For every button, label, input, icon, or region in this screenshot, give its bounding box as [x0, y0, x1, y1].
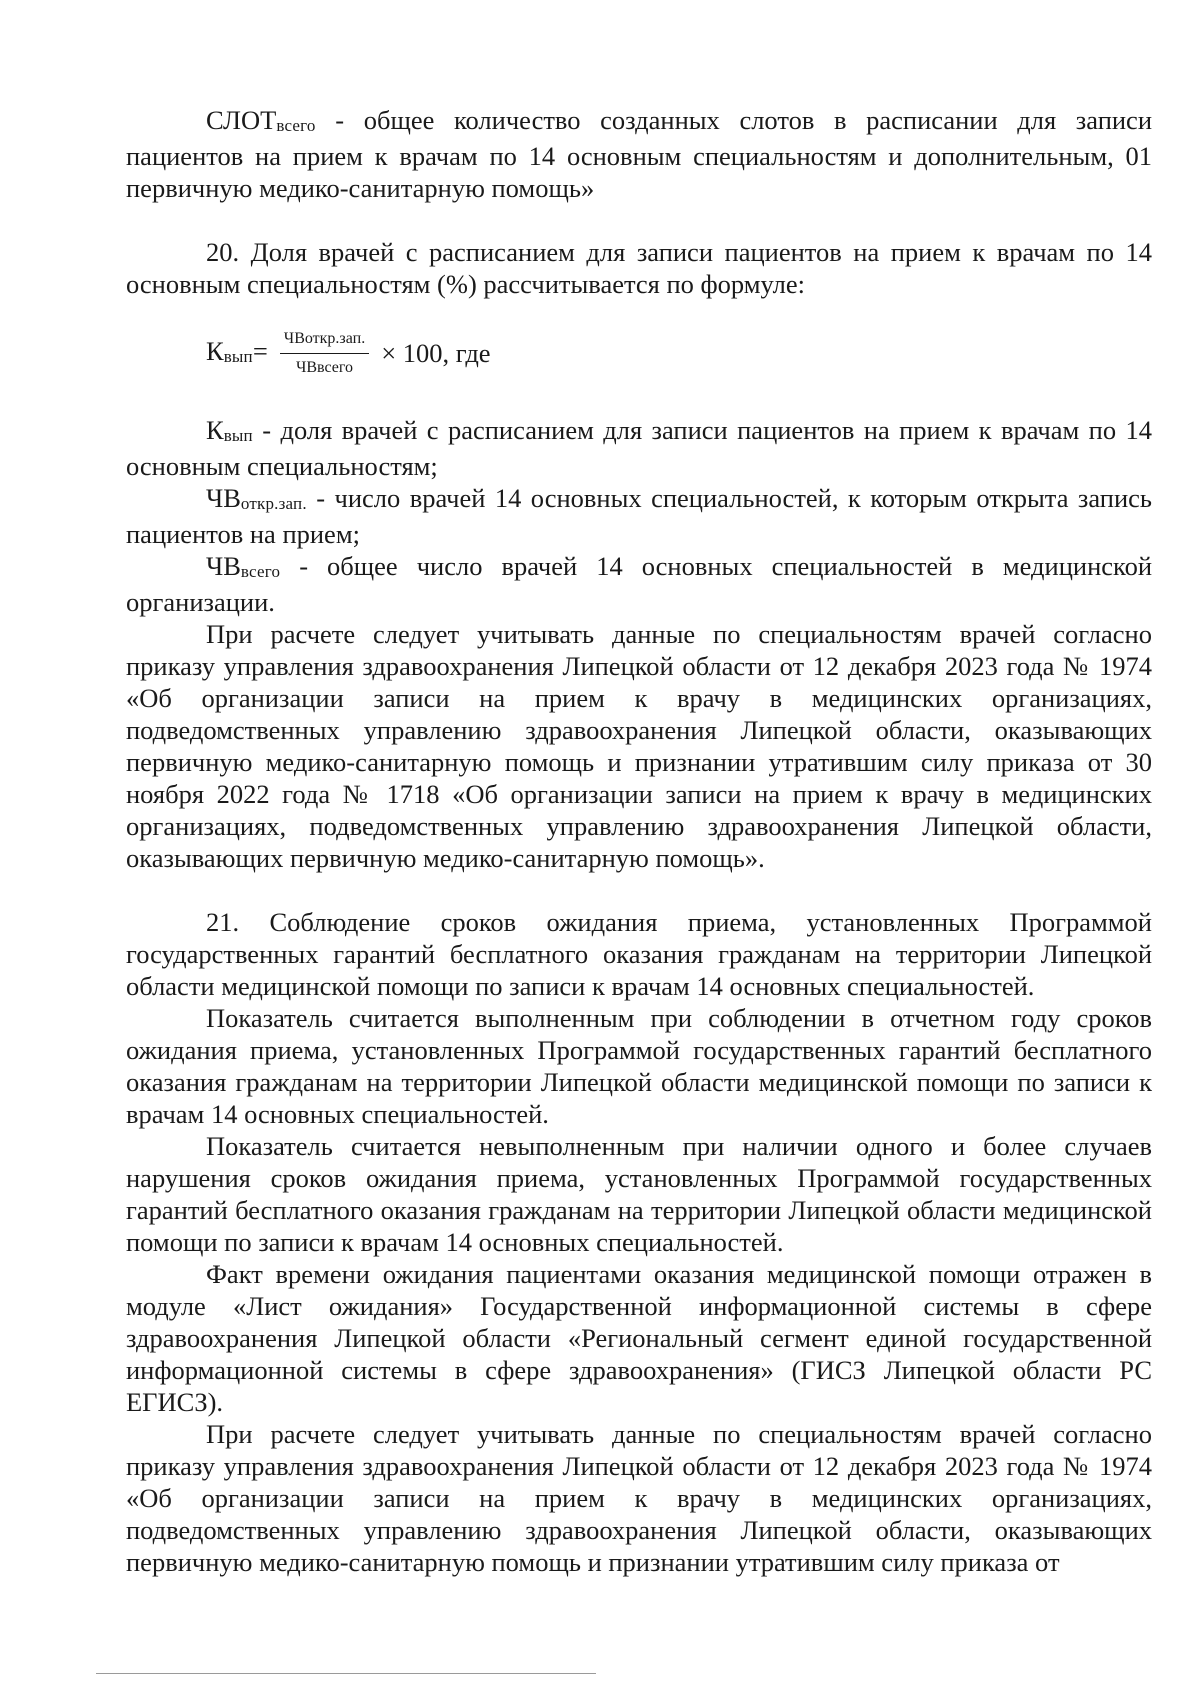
- symbol: К: [206, 415, 224, 445]
- paragraph-kvyp-definition: [126, 414, 1152, 482]
- paragraph-item-21: 21. Соблюдение сроков ожидания приема, установленных Программой государственных гарантий бесплатного оказания гражданам на территории Липецкой области медицинской помощи по записи к врачам 14 основных специальностей.: [126, 907, 1152, 1001]
- footer-divider: [96, 1673, 596, 1674]
- definition-text: - доля врачей с расписанием для записи пациентов на прием к врачам по 14 основным специальностям;: [126, 415, 1152, 481]
- definition-text: - общее число врачей 14 основных специальностей в медицинской организации.: [126, 551, 1152, 617]
- symbol: СЛОТ: [206, 105, 277, 135]
- definition-text: - общее количество созданных слотов в расписании для записи пациентов на прием к врачам по 14 основным специальностям и дополнительным, 01 первичную медико-санитарную помощь»: [126, 105, 1152, 203]
- symbol-subscript: откр.зап.: [240, 494, 307, 513]
- paragraph-calculation-note-2: При расчете следует учитывать данные по специальностям врачей согласно приказу управления здравоохранения Липецкой области от 12 декабря 2023 года № 1974 «Об организации записи на прием к врачу в медицинских организациях, подведомственных управлению здравоохранения Липецкой области, оказывающих первичную медико-санитарную помощь и признании утратившим силу приказа от: [126, 1419, 1152, 1577]
- paragraph-item-20: 20. Доля врачей с расписанием для записи пациентов на прием к врачам по 14 основным специальностям (%) рассчитывается по формуле:: [126, 237, 1152, 299]
- formula-lhs: [206, 335, 268, 371]
- symbol-subscript: вып: [223, 426, 253, 445]
- paragraph-slot-definition: [126, 104, 1152, 204]
- formula-lhs-subscript: вып: [223, 347, 253, 366]
- document-page: [126, 104, 1152, 1578]
- symbol: ЧВ: [206, 551, 241, 581]
- paragraph-waiting-list: Факт времени ожидания пациентами оказания медицинской помощи отражен в модуле «Лист ожидания» Государственной информационной системы в сфере здравоохранения Липецкой области «Региональный сегмент единой государственной информационной системы в сфере здравоохранения» (ГИСЗ Липецкой области РС ЕГИСЗ).: [126, 1259, 1152, 1417]
- paragraph-indicator-met: Показатель считается выполненным при соблюдении в отчетном году сроков ожидания приема, установленных Программой государственных гарантий бесплатного оказания гражданам на территории Липецкой области медицинской помощи по записи к врачам 14 основных специальностей.: [126, 1003, 1152, 1129]
- paragraph-calculation-note: При расчете следует учитывать данные по специальностям врачей согласно приказу управления здравоохранения Липецкой области от 12 декабря 2023 года № 1974 «Об организации записи на прием к врачу в медицинских организациях, подведомственных управлению здравоохранения Липецкой области, оказывающих первичную медико-санитарную помощь и признании утратившим силу приказа от 30 ноября 2022 года № 1718 «Об организации записи на прием к врачу в медицинских организациях, подведомственных управлению здравоохранения Липецкой области, оказывающих первичную медико-санитарную помощь».: [126, 619, 1152, 873]
- symbol-subscript: всего: [276, 116, 316, 135]
- formula-rhs: × 100, где: [381, 338, 491, 368]
- paragraph-indicator-not-met: Показатель считается невыполненным при наличии одного и более случаев нарушения сроков ожидания приема, установленных Программой государственных гарантий бесплатного оказания гражданам на территории Липецкой области медицинской помощи по записи к врачам 14 основных специальностей.: [126, 1131, 1152, 1257]
- symbol: ЧВ: [206, 483, 241, 513]
- formula-equals: =: [252, 336, 268, 366]
- formula: [206, 320, 1152, 386]
- formula-fraction: [280, 328, 369, 379]
- formula-numerator: ЧВоткр.зап.: [283, 329, 366, 347]
- paragraph-chv-total-definition: [126, 550, 1152, 618]
- formula-lhs-symbol: К: [206, 336, 224, 366]
- definition-text: - число врачей 14 основных специальностей, к которым открыта запись пациентов на прием;: [126, 483, 1152, 549]
- symbol-subscript: всего: [240, 562, 281, 581]
- formula-denominator: ЧВвсего: [295, 358, 354, 376]
- paragraph-chv-open-definition: [126, 482, 1152, 550]
